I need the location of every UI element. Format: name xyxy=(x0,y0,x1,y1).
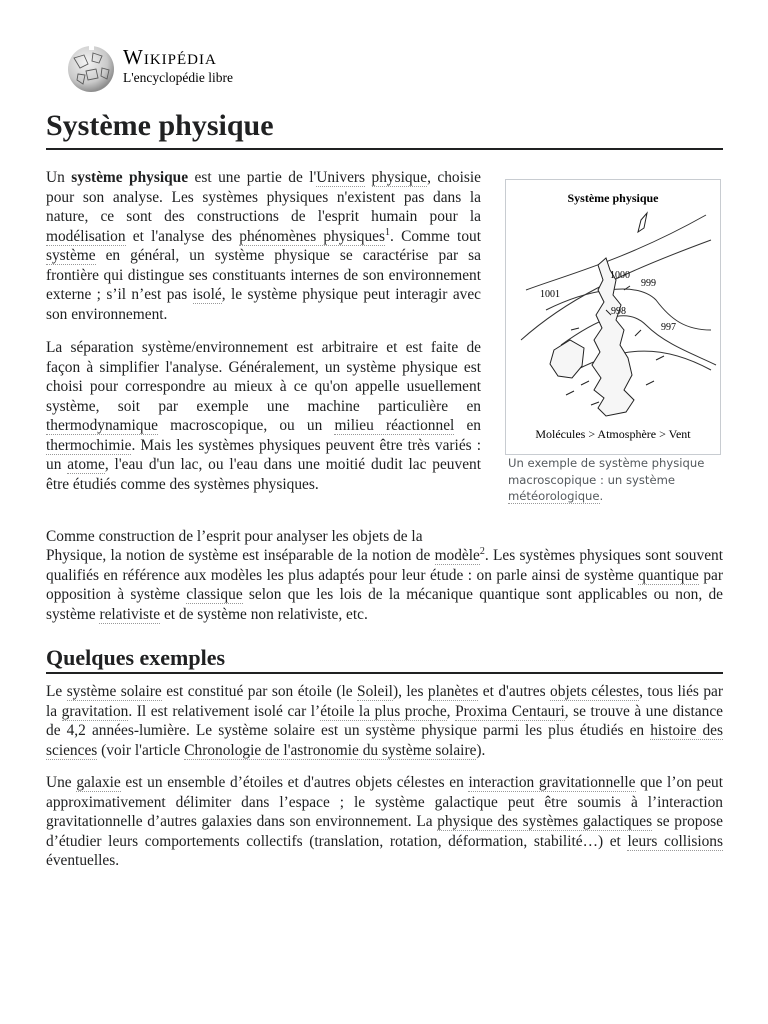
text-run: Physique, la notion de système est inséparable de la notion de xyxy=(46,547,435,564)
isobar-label-998: 998 xyxy=(611,306,626,317)
text-run: selon que les lois de la mécanique quantique sont applicables ou non, de système xyxy=(46,586,723,623)
section-paragraph-1 xyxy=(46,682,723,760)
article-link[interactable]: thermodynamique xyxy=(46,417,158,434)
section-paragraph-2 xyxy=(46,773,723,871)
text-run: par opposition à système xyxy=(46,566,723,603)
bold-term: système physique xyxy=(71,169,189,186)
wordmark-text: Wikipédia xyxy=(123,45,217,69)
text-run: (voir l'article xyxy=(97,741,185,759)
wikipedia-wordmark[interactable] xyxy=(123,44,233,86)
text-run: Une xyxy=(46,774,77,791)
caption-link-meteorologique[interactable]: météorologique xyxy=(508,489,600,503)
article-link[interactable]: Proxima Centauri xyxy=(455,702,565,720)
article-link[interactable]: interaction gravitationnelle xyxy=(468,774,636,791)
text-run: que l’on peut approximativement délimiter dans l’espace ; le système galactique peut être soumis à l’interaction gravitationnelle d’autres galaxies dans son environnement. La xyxy=(46,774,723,830)
text-run: . Les systèmes physiques sont souvent qualifiés en référence aux modèles les plus adaptés pour leur étude : on parle ainsi de système xyxy=(46,547,724,584)
article-link[interactable]: isolé xyxy=(192,286,222,303)
intro-paragraph-2 xyxy=(46,338,481,494)
article-link[interactable]: thermochimie xyxy=(46,436,132,454)
text-run: ), les xyxy=(392,683,428,700)
caption-end: . xyxy=(599,489,604,503)
isobar-label-1000: 1000 xyxy=(610,270,630,281)
text-run: . Comme tout xyxy=(390,227,481,245)
figure-bottom-label: Molécules > Atmosphère > Vent xyxy=(535,427,691,441)
article-link[interactable]: Univers xyxy=(316,169,366,186)
text-run: est un ensemble d’étoiles et d'autres objets célestes en xyxy=(120,774,469,791)
article-link[interactable]: modèle xyxy=(434,547,480,564)
text-run: et l'analyse des xyxy=(125,227,240,245)
text-run: et de système non relativiste, etc. xyxy=(160,605,368,623)
text-run: , se trouve à une distance de 4,2 années-lumière. Le système solaire est un système physique parmi les plus étudiés en xyxy=(46,702,723,739)
text-run: en général, un système physique se caractérise par sa frontière qui distingue ses constituants internes de son environnement externe ; s’il n’est pas xyxy=(46,247,481,303)
isobar-label-997: 997 xyxy=(661,322,676,333)
text-run: . Il est relativement isolé car l’ xyxy=(128,702,321,720)
figure-title: Système physique xyxy=(567,191,659,205)
text-run: et d'autres xyxy=(478,683,551,700)
article-link[interactable]: galaxie xyxy=(76,774,121,791)
text-run: , le système physique peut interagir avec son environnement. xyxy=(46,286,482,323)
text-run: . Mais les systèmes physiques peuvent être très variés : un xyxy=(46,436,481,473)
isobar-label-1001: 1001 xyxy=(540,289,560,300)
article-link[interactable]: gravitation xyxy=(61,702,129,720)
article-link[interactable]: système xyxy=(46,247,96,264)
text-run: , choisie pour son analyse. Les systèmes physiques n'existent pas dans la nature, ce sont des constructions de l'esprit humain pour la xyxy=(46,169,481,225)
wikipedia-globe-logo[interactable] xyxy=(66,44,116,94)
article-link[interactable]: quantique xyxy=(638,566,699,584)
text-run: Le xyxy=(46,683,67,700)
article-link[interactable]: physique des systèmes galactiques xyxy=(437,813,653,830)
text-run: éventuelles. xyxy=(46,852,120,869)
text-run: La séparation système/environnement est arbitraire et est faite de façon à simplifier l'analyse. Généralement, un système physique est choisi pour correspondre au mieux à ce qu'on appelle usuellement système, soit par exemple une machine particulière en xyxy=(46,339,481,415)
page-title: Système physique xyxy=(46,106,723,150)
weather-map-image xyxy=(506,180,720,454)
reference-superscript[interactable]: 2 xyxy=(479,545,485,557)
article-link[interactable]: classique xyxy=(186,586,243,603)
intro-paragraph-1 xyxy=(46,168,481,324)
wordmark-tagline: L'encyclopédie libre xyxy=(123,70,234,85)
article-link[interactable]: milieu réactionnel xyxy=(334,417,455,434)
article-link[interactable]: objets célestes xyxy=(550,683,640,700)
text-run: est constitué par son étoile (le xyxy=(161,683,358,700)
article-link[interactable]: atome xyxy=(67,456,105,473)
section-heading: Quelques exemples xyxy=(46,644,723,674)
article-link[interactable]: étoile la plus proche xyxy=(320,702,447,720)
intro-paragraph-3 xyxy=(46,546,723,624)
text-run: , tous liés par la xyxy=(46,683,724,720)
text-run: ). xyxy=(476,741,486,759)
text-run: , l'eau d'un lac, ou l'eau dans une moitié dudit lac peuvent être étudiés comme des systèmes physiques. xyxy=(46,456,481,493)
article-link[interactable]: système solaire xyxy=(66,683,162,700)
isobar-label-999: 999 xyxy=(641,278,656,289)
text-run: macroscopique, ou un xyxy=(157,417,335,434)
text-run: se propose d’étudier leurs comportements collectifs (translation, rotation, déformation, stabilité…) et xyxy=(46,813,723,850)
weather-map-figure[interactable] xyxy=(505,179,721,455)
reference-superscript[interactable]: 1 xyxy=(385,226,390,238)
text-run: est une partie de l' xyxy=(188,169,317,186)
article-link[interactable]: relativiste xyxy=(99,605,161,623)
article-link[interactable]: modélisation xyxy=(46,227,126,245)
text-run: en xyxy=(454,417,482,434)
article-link[interactable]: Chronologie de l'astronomie du système solaire xyxy=(184,741,477,759)
text-run xyxy=(365,169,371,186)
article-link[interactable]: histoire des sciences xyxy=(46,722,724,759)
article-link[interactable]: leurs collisions xyxy=(627,832,723,850)
figure-caption xyxy=(508,455,720,505)
article-link[interactable]: physique xyxy=(371,169,428,186)
article-link[interactable]: Soleil xyxy=(357,683,393,700)
article-link[interactable]: planètes xyxy=(427,683,479,700)
caption-text: Un exemple de système physique macroscopique : un système xyxy=(508,456,705,487)
text-run: Un xyxy=(46,169,72,186)
text-run: , xyxy=(446,702,456,720)
intro-paragraph-3-first-line: Comme construction de l’esprit pour analyser les objets de la xyxy=(46,528,423,545)
article-link[interactable]: phénomènes physiques xyxy=(239,227,385,245)
